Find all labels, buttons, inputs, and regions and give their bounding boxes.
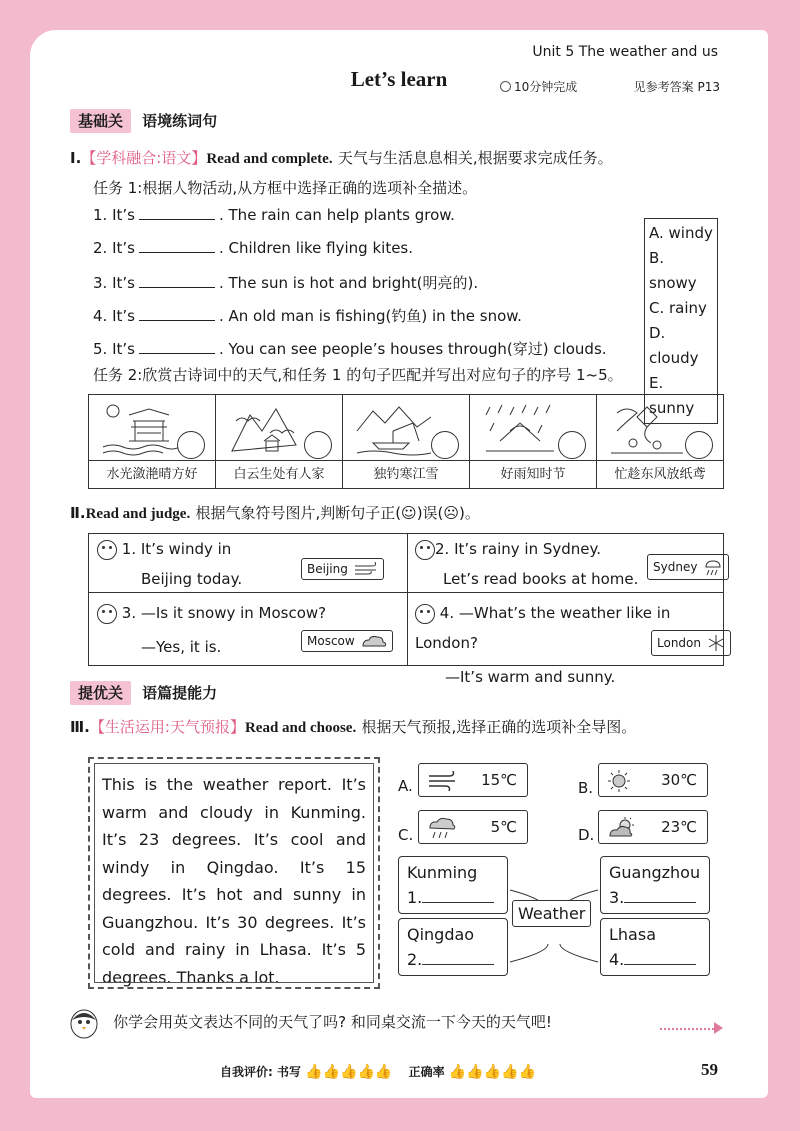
list-item: 3. It’s . The sun is hot and bright(明亮的).	[93, 274, 479, 292]
list-item: 1. It’s . The rain can help plants grow.	[93, 206, 455, 224]
page-number: 59	[701, 1060, 718, 1079]
kite-children-icon	[607, 401, 687, 457]
weather-sign-sydney: Sydney	[647, 554, 729, 580]
answer-reference: 见参考答案 P13	[633, 80, 720, 94]
poem-picture-cell	[89, 395, 216, 488]
question-title: Read and complete.	[206, 151, 333, 167]
pavilion-lake-icon	[99, 401, 179, 457]
question-instruction: 根据天气预报,选择正确的选项补全导图。	[361, 718, 637, 736]
sun-cloud-icon	[607, 816, 637, 840]
timer-text: 10分钟完成	[514, 80, 578, 94]
judge-item-4: 4. —What’s the weather like in London? —It’s warm and sunny.	[415, 604, 671, 686]
rain-trees-icon	[480, 401, 560, 457]
tip-text: 你学会用英文表达不同的天气了吗? 和同桌交流一下今天的天气吧!	[113, 1012, 552, 1031]
wind-icon	[427, 770, 457, 792]
weather-sign-moscow: Moscow	[301, 630, 393, 652]
task-2-instruction: 任务 2:欣赏古诗词中的天气,和任务 1 的句子匹配并写出对应句子的序号 1~5。	[93, 366, 623, 384]
cloud-icon	[361, 634, 387, 648]
judge-item-2: 2. It’s rainy in Sydney. Let’s read books at home.	[415, 534, 638, 594]
section-subtitle: 语境练词句	[142, 112, 218, 130]
face-icon[interactable]	[415, 604, 435, 624]
question-tag: 【生活运用:天气预报】	[89, 718, 245, 736]
poem-picture-cell	[343, 395, 470, 488]
answer-circle[interactable]	[558, 431, 586, 459]
question-1-heading	[70, 147, 613, 168]
weather-sign-london: London	[651, 630, 731, 656]
timer	[500, 78, 577, 95]
answer-blank[interactable]	[139, 206, 215, 220]
snowflake-icon	[707, 634, 725, 652]
storm-icon	[703, 558, 723, 576]
face-icon[interactable]	[97, 604, 117, 624]
tip-row	[64, 1002, 552, 1040]
face-icon[interactable]	[415, 540, 435, 560]
section-basic-header	[70, 110, 217, 131]
question-title: Read and judge.	[85, 506, 191, 522]
judge-item-3: 3. —Is it snowy in Moscow? —Yes, it is.	[97, 598, 326, 666]
poem-caption: 忙趁东风放纸鸢	[597, 460, 723, 488]
option: B. snowy	[649, 249, 697, 292]
decorative-dots	[660, 1028, 714, 1030]
answer-blank[interactable]	[139, 274, 215, 288]
thumbs-up-icon[interactable]: 👍👍👍👍👍	[448, 1064, 536, 1080]
mindmap-node-qingdao: Qingdao 2.	[398, 918, 508, 976]
section-badge: 基础关	[70, 109, 131, 133]
question-3-heading	[70, 716, 636, 737]
answer-circle[interactable]	[177, 431, 205, 459]
task-1-items	[93, 206, 607, 371]
poem-caption: 好雨知时节	[470, 460, 596, 488]
thumbs-up-icon[interactable]: 👍👍👍👍👍	[305, 1064, 393, 1080]
worksheet-page: Unit 5 The weather and us Let’s learn 10分钟完成 见参考答案 P13 基础关 语境练词句 Ⅰ.【学科融合:语文】Read and complete. 天气与生活息息相关,根据要求完成任务。 任务 1:根据人物活动,从方框中选择正确的选项补全描述。 1. It’s . The rain can help plants grow. 2. It’s . Children like flying kites. 3. It’s . The sun is hot and bright(明亮的). 4. It’s . An old man is fishing(钓鱼) in the snow. 5. It’s . You can see people’s houses through(穿过) clouds. A. windy B. snowy C. rainy D. cloudy E. sunny 任务 2:欣赏古诗词中的天气,和任务 1 的句子匹配并写出对应句子的序号 1~5。 水光潋滟晴方好 白云生处有人家 独钓寒江雪 好雨知时节 忙趁东风放纸鸢 Ⅱ.Read and judge. 根据气象符号图片,判断句子正(☺)误(☹)。 1. It’s windy in Beijing today. Beijing 2. It’s rainy in Sydney. Let’s read books at home. Sydney 3. —Is it snowy in Moscow? —Yes, it is. Moscow 4. —What’s the weather like in London? —It’s warm and sunny. London 提优关 语篇提能力 Ⅲ.【生活运用:天气预报】Read and choose. 根据天气预报,选择正确的选项补全导图。 This is the weather report. It’s warm and cloudy in Kunming. It’s 23 degrees. It’s cool and windy in Qingdao. It’s 15 degrees. It’s hot and sunny in Guangzhou. It’s 30 degrees. It’s cold and rainy in Lhasa. It’s 5 degrees. Thanks a lot. A. 15℃ B. 30℃ C. 5℃ D. 23℃ Kunming 1. Guangzhou 3. Qingdao 2. Lhasa 4. Weather 你学会用英文表达不同的天气了吗? 和同桌交流一下今天的天气吧! 自我评价: 书写 👍👍👍👍👍 正确率 👍👍👍👍👍 59	[30, 30, 768, 1098]
arrow-icon	[714, 1022, 723, 1034]
poem-caption: 独钓寒江雪	[343, 460, 469, 488]
poem-caption: 水光潋滟晴方好	[89, 460, 215, 488]
weather-report-text: This is the weather report. It’s warm and cloudy in Kunming. It’s 23 degrees. It’s cool and windy in Qingdao. It’s 15 degrees. It’s hot and sunny in Guangzhou. It’s 30 degrees. It’s cold and rainy in Lhasa. It’s 5 degrees. Thanks a lot.	[88, 757, 380, 989]
section-badge: 提优关	[70, 681, 131, 705]
answer-blank[interactable]	[624, 891, 696, 903]
mindmap-node-kunming: Kunming 1.	[398, 856, 508, 914]
mindmap-node-guangzhou: Guangzhou 3.	[600, 856, 710, 914]
answer-blank[interactable]	[139, 307, 215, 321]
lesson-title: Let’s learn	[350, 67, 448, 91]
list-item: 4. It’s . An old man is fishing(钓鱼) in the snow.	[93, 307, 522, 325]
question-number: Ⅰ.	[70, 149, 82, 167]
answer-circle[interactable]	[431, 431, 459, 459]
question-title: Read and choose.	[244, 720, 357, 736]
weather-sign-beijing: Beijing	[301, 558, 384, 580]
judge-item-1: 1. It’s windy in Beijing today.	[97, 534, 242, 594]
unit-title: Unit 5 The weather and us	[532, 44, 718, 60]
option: E. sunny	[649, 374, 695, 417]
question-instruction: 根据气象符号图片,判断句子正(☺)误(☹)。	[195, 504, 480, 522]
answer-blank[interactable]	[139, 340, 215, 354]
question-number: Ⅱ.	[70, 504, 86, 522]
mindmap-center: Weather	[512, 900, 591, 927]
task-1-instruction: 任务 1:根据人物活动,从方框中选择正确的选项补全描述。	[93, 179, 478, 197]
option: C. rainy	[649, 299, 707, 317]
poem-picture-cell	[216, 395, 343, 488]
section-subtitle: 语篇提能力	[142, 684, 218, 702]
question-number: Ⅲ.	[70, 718, 90, 736]
answer-blank[interactable]	[422, 953, 494, 965]
answer-circle[interactable]	[685, 431, 713, 459]
answer-blank[interactable]	[624, 953, 696, 965]
question-instruction: 天气与生活息息相关,根据要求完成任务。	[337, 149, 613, 167]
face-icon[interactable]	[97, 540, 117, 560]
poem-caption: 白云生处有人家	[216, 460, 342, 488]
answer-blank[interactable]	[139, 239, 215, 253]
answer-circle[interactable]	[304, 431, 332, 459]
question-2-heading	[70, 502, 480, 523]
judge-table	[88, 533, 724, 686]
mindmap-node-lhasa: Lhasa 4.	[600, 918, 710, 976]
mountain-clouds-icon	[226, 401, 306, 457]
self-evaluation: 自我评价: 书写 👍👍👍👍👍 正确率 👍👍👍👍👍	[220, 1064, 536, 1080]
option: D. cloudy	[649, 324, 699, 367]
wind-icon	[354, 562, 378, 576]
poem-picture-cell	[597, 395, 723, 488]
snow-fishing-icon	[353, 401, 433, 457]
list-item: 2. It’s . Children like flying kites.	[93, 239, 414, 257]
sun-icon	[607, 769, 631, 793]
option: A. windy	[649, 224, 713, 242]
clock-icon	[500, 81, 511, 92]
list-item: 5. It’s . You can see people’s houses through(穿过) clouds.	[93, 340, 607, 358]
penguin-mascot-icon	[64, 1002, 104, 1040]
answer-blank[interactable]	[422, 891, 494, 903]
poem-picture-cell	[470, 395, 597, 488]
question-tag: 【学科融合:语文】	[81, 149, 207, 167]
section-advanced-header	[70, 682, 217, 703]
poem-pictures-row	[88, 394, 724, 489]
rain-cloud-icon	[427, 816, 457, 840]
